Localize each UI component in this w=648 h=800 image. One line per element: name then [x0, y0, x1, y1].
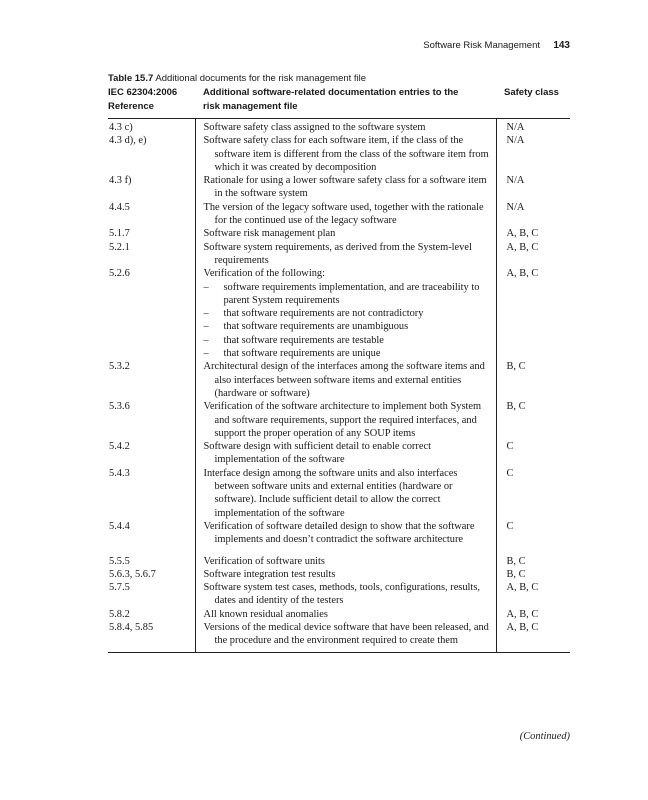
cell-safety-class: C [506, 467, 514, 479]
continued-note: (Continued) [519, 731, 570, 742]
cell-safety-class: A, B, C [506, 228, 539, 240]
description-text: Software safety class for each software item, if the class of the software item is different from the class of the software item from which it was created by decomposition [203, 135, 489, 173]
dash-bullet-icon: – [203, 308, 209, 320]
description-text: The version of the legacy software used, together with the rationale for the continued use of the legacy software [203, 201, 484, 227]
cell-description [195, 520, 496, 555]
running-title: Software Risk Management [423, 40, 540, 51]
cell-safety-class: C [506, 520, 514, 532]
cell-description [195, 119, 496, 135]
cell-safety-class: C [506, 441, 514, 453]
description-text: Architectural design of the interfaces among the software items and also interfaces between software items and external entities (hardware or software) [203, 361, 485, 399]
description-text: Interface design among the software units and also interfaces between software units and external entities (hardware or software). Include sufficient detail to allow the correct implementation of the software [203, 467, 458, 519]
table-row [108, 520, 570, 555]
dash-bullet-icon: – [203, 321, 209, 333]
cell-reference: 5.4.2 [109, 441, 130, 453]
description-text: Rationale for using a lower software safety class for a software item in the software system [203, 175, 487, 200]
column-header-entries [195, 86, 496, 119]
cell-safety-class: A, B, C [506, 241, 539, 253]
column-header-entries-line1: Additional software-related documentation entries to the [203, 87, 459, 98]
cell-reference: 5.8.2 [109, 608, 130, 620]
cell-description [195, 174, 496, 201]
table-header-row [108, 86, 570, 119]
cell-description [195, 621, 496, 652]
description-text: Software safety class assigned to the software system [203, 122, 426, 133]
cell-safety-class: N/A [506, 122, 525, 133]
cell-description [195, 581, 496, 608]
cell-description [195, 608, 496, 621]
description-text: Software integration test results [203, 568, 336, 580]
table-row [108, 581, 570, 608]
bullet-text: that software requirements are unique [223, 348, 381, 360]
bullet-item [204, 334, 490, 347]
description-text: Verification of the software architecture to implement both System and software requirements, support the required interfaces, and support the proper operation of any SOUP items [203, 401, 482, 439]
table-row [108, 174, 570, 201]
cell-reference: 4.3 f) [109, 175, 132, 187]
cell-description [195, 227, 496, 240]
column-header-safety-class: Safety class [496, 86, 570, 119]
bullet-text: software requirements implementation, and are traceability to parent System requirements [223, 281, 480, 306]
cell-safety-class: B, C [506, 401, 526, 413]
description-text: Versions of the medical device software that have been released, and the procedure and the environment required to create them [203, 621, 489, 647]
table-row [108, 201, 570, 228]
cell-description [195, 134, 496, 174]
cell-reference: 4.4.5 [109, 201, 130, 213]
cell-reference: 5.4.3 [109, 467, 130, 479]
table-row [108, 241, 570, 268]
cell-reference: 5.4.4 [109, 520, 130, 532]
table-row [108, 267, 570, 360]
cell-reference: 4.3 c) [109, 122, 133, 133]
table-caption [108, 73, 570, 84]
description-text: Verification of software units [203, 555, 325, 567]
documentation-table [108, 86, 570, 653]
cell-safety-class: N/A [506, 175, 525, 187]
bullet-item [204, 307, 490, 320]
table-row [108, 555, 570, 568]
cell-description [195, 201, 496, 228]
description-text: Software risk management plan [203, 228, 336, 240]
table-row [108, 227, 570, 240]
table-row [108, 134, 570, 174]
cell-description [195, 467, 496, 520]
bullet-text: that software requirements are testable [223, 334, 384, 346]
cell-description [195, 241, 496, 268]
cell-safety-class: A, B, C [506, 268, 539, 280]
bullet-item [204, 347, 490, 360]
table-row [108, 467, 570, 520]
cell-safety-class: A, B, C [506, 608, 539, 620]
table-row [108, 568, 570, 581]
cell-safety-class: B, C [506, 568, 526, 580]
cell-reference: 5.1.7 [109, 228, 130, 240]
cell-reference: 5.2.6 [109, 268, 130, 280]
cell-safety-class: N/A [506, 201, 525, 213]
cell-reference: 5.8.4, 5.85 [108, 621, 195, 652]
table-caption-label: Table 15.7 [108, 73, 154, 84]
cell-reference: 5.3.6 [109, 401, 130, 413]
cell-reference: 5.2.1 [109, 241, 130, 253]
cell-reference: 5.5.5 [109, 555, 130, 567]
dash-bullet-icon: – [203, 348, 209, 360]
dash-bullet-icon: – [203, 281, 209, 293]
cell-safety-class: A, B, C [506, 582, 539, 594]
bullet-text: that software requirements are not contradictory [223, 308, 424, 320]
description-text: Software system test cases, methods, tools, configurations, results, dates and identity of the testers [203, 582, 480, 607]
table-caption-text: Additional documents for the risk management file [155, 73, 367, 84]
cell-description [195, 568, 496, 581]
cell-reference: 5.6.3, 5.6.7 [109, 568, 156, 580]
table-row [108, 119, 570, 135]
cell-safety-class: B, C [506, 361, 526, 373]
bullet-item [204, 320, 490, 333]
cell-reference: 4.3 d), e) [109, 135, 147, 147]
column-header-entries-line2: risk management file [203, 101, 298, 112]
running-head [108, 40, 570, 54]
column-header-reference [108, 86, 195, 119]
cell-description [195, 360, 496, 400]
cell-safety-class: A, B, C [496, 621, 570, 652]
cell-description [195, 440, 496, 467]
description-text: Verification of software detailed design to show that the software implements and doesn’t contradict the software architecture [203, 520, 475, 546]
cell-description [195, 267, 496, 360]
cell-description [195, 400, 496, 440]
cell-safety-class: B, C [506, 555, 526, 567]
table-row [108, 621, 570, 652]
table-row [108, 440, 570, 467]
description-text: Verification of the following: [203, 268, 325, 280]
column-header-reference-line2: Reference [108, 101, 154, 112]
table-row [108, 400, 570, 440]
description-text: Software design with sufficient detail to enable correct implementation of the software [203, 441, 431, 466]
page-number: 143 [553, 40, 570, 51]
dash-bullet-icon: – [203, 334, 209, 346]
cell-reference: 5.7.5 [109, 582, 130, 594]
bullet-item [204, 281, 490, 308]
table-body [108, 119, 570, 653]
description-text: Software system requirements, as derived from the System-level requirements [203, 241, 472, 266]
table-row [108, 360, 570, 400]
description-text: All known residual anomalies [203, 608, 328, 620]
table-row [108, 608, 570, 621]
cell-safety-class: N/A [506, 135, 525, 147]
bullet-text: that software requirements are unambiguous [223, 321, 409, 333]
cell-description [195, 555, 496, 568]
cell-reference: 5.3.2 [109, 361, 130, 373]
column-header-reference-line1: IEC 62304:2006 [108, 87, 178, 98]
